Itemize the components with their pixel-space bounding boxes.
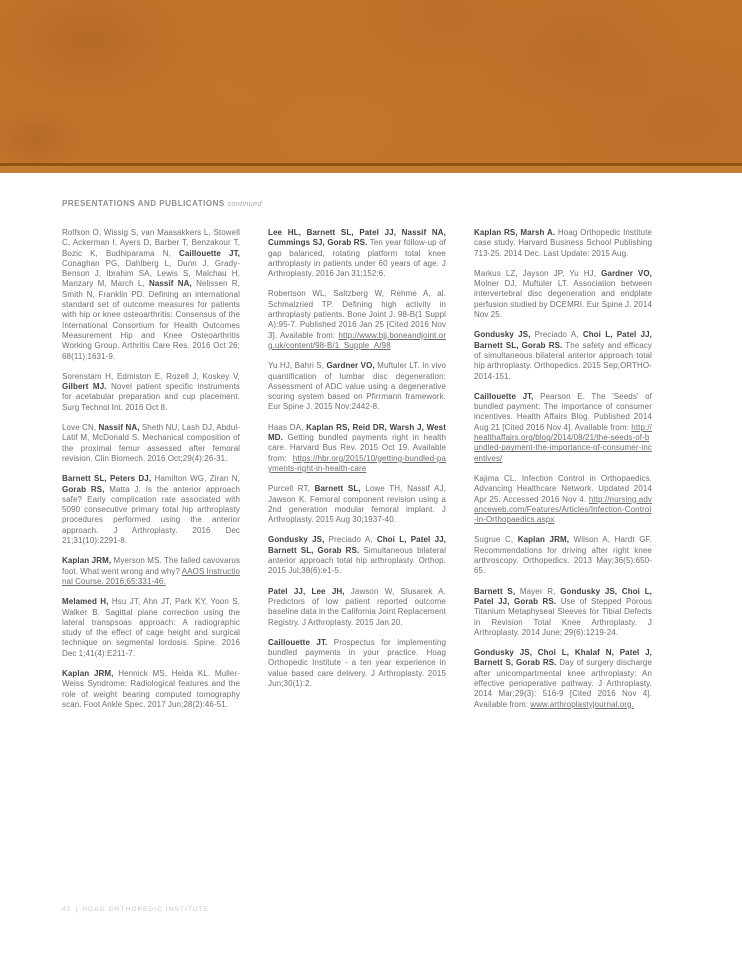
citation-text: Hennick MS, Heida KL. Muller-Weiss Syndrome: Radiological features and the role of weight bearing computed tomography scan. Foot Ankle Spec. 2017 Jun;28(2):46-51.	[62, 668, 240, 709]
citation	[62, 474, 240, 546]
citation-link[interactable]: http://nursing.advanceweb.com/Features/Articles/Infection-Control-in-Orthopaedics.aspx	[474, 494, 652, 525]
banner-accent-strip	[0, 166, 742, 173]
citation	[268, 587, 446, 628]
citation-text: Use of Stepped Porous Titanium Metaphyseal Sleeves for Tibial Defects in Revision Total Knee Arthroplasty. J Arthroplasty. 2014 June; 29(6):1219-24.	[474, 596, 652, 637]
citation-author-bold: Lee HL, Barnett SL, Patel JJ, Nassif NA, Cummings SJ, Gorab RS.	[268, 228, 446, 248]
citation-text: Nelissen R, Smith N, Franklin PD. Defining an international standard set of outcome measures for patients with hip or knee osteoarthritis: Consensus of the International Consortium for Health Outcomes Measurement Hip and Knee Osteoarthritis Working Group. Arthritis Care Res. 2016 Oct 26; 68(11):1631-9.	[62, 279, 240, 361]
citation-author-bold: Kaplan JRM,	[62, 668, 114, 678]
citation	[474, 392, 652, 464]
citation-text: Conaghan PG, Dahlberg L, Dunn J, Grady-Benson J, Ibrahim SA, Lewis S, Malchau H, Manzary M, March L,	[62, 258, 240, 289]
citation-author-bold: Caillouette JT,	[474, 391, 534, 401]
citation-text: Molner DJ, Muftuler LT. Association between intervertebral disc degeneration and endplate perfusion studied by DCEMRI. Eur Spine J. 2014 Nov 25.	[474, 279, 652, 320]
footer-separator: |	[75, 906, 79, 913]
citation	[474, 228, 652, 259]
citation-author-bold: Barnett SL,	[314, 484, 361, 494]
citation	[268, 535, 446, 576]
citations-column-2	[268, 228, 446, 699]
citation-text: Love CN,	[62, 423, 99, 433]
citation-author-bold: Melamed H,	[62, 597, 109, 607]
citation-author-bold: Kaplan RS, Marsh A.	[474, 228, 556, 237]
banner-photo	[0, 0, 742, 163]
citation-text: Hsu JT, Ahn JT, Park KY, Yoon S, Walker B. Sagittal plane correction using the lateral transpsoas approach: A radiographic study of the effect of cage height and surgical technique on segmental lordosis. Spine. 2016 Dec 1;41(4):E211-7.	[62, 597, 240, 658]
citation	[62, 372, 240, 413]
citation-author-bold: Nassif NA,	[148, 279, 192, 289]
citation-author-bold: Patel JJ, Lee JH,	[268, 586, 345, 596]
citation-link[interactable]: http://www.bjj.boneandjoint.org.uk/content/98-B/1_Supple_A/98	[268, 330, 446, 350]
citation-author-bold: Gardner VO,	[601, 268, 652, 278]
citation	[474, 330, 652, 381]
citation-text: Preciado A,	[324, 535, 377, 545]
citation-author-bold: Barnett SL, Peters DJ,	[62, 474, 152, 484]
citation	[474, 587, 652, 638]
citation-author-bold: Barnett S,	[474, 586, 516, 596]
citation	[62, 423, 240, 464]
citation-text: Getting bundled payments right in health care. Harvard Bus Rev. 2015 Oct 19. Available from:	[268, 433, 446, 463]
citation-text: Sorenstam H, Edmiston E, Rozell J, Koskey V,	[62, 371, 240, 381]
citation	[268, 289, 446, 351]
section-heading-title: PRESENTATIONS AND PUBLICATIONS	[62, 199, 225, 208]
page-number: 42	[62, 906, 72, 913]
citation-text: Ten year follow-up of gap balanced, rotating platform total knee arthroplasty in patients under 60 years of age. J Arthroplasty. 2016 Jan 31;152:6.	[268, 238, 446, 279]
citation-author-bold: Gorab RS,	[62, 484, 105, 494]
citation-text: Myerson MS. The failed cavovarus foot. What went wrong and why?	[62, 556, 240, 576]
citation-columns	[62, 228, 652, 720]
citation	[62, 669, 240, 710]
citation-text: Sheth NU, Lash DJ, Abdul-Latif M, McDonald S. Mechanical composition of the proximal femur assessed after femoral revision. Clin Biomech. 2016 Oct;29(4):26-31.	[62, 423, 241, 463]
citation-text: Robertson WL, Saltzberg W, Rehme A, al. Schmalzried TP. Defining high activity in arthroplasty patients. Bone Joint J. 98-B(1 Suppl A):95-7. Published 2016 Jan 25 [Cited 2016 Nov 3]. Available from:	[268, 289, 446, 340]
footer-org-name: HOAG ORTHOPEDIC INSTITUTE	[82, 906, 210, 913]
citation-link[interactable]: http://healthaffairs.org/blog/2014/08/21/the-seeds-of-bundled-payment-the-importance-of-consumer-incentives/	[474, 422, 652, 463]
citation-text: Jawson W, Slusarek A. Predictors of low patient reported outcome baseline data in the California Joint Replacement Registry. J Arthroplasty. 2015 Jan 20.	[268, 586, 446, 627]
citation-text: Prospectus for implementing bundled payments in your practice. Hoag Orthopedic Institute - a ten year experience in value based care delivery. J Arthroplasty. 2015 Jun;30(1):2.	[268, 637, 446, 688]
citation-author-bold: Kaplan RS, Reid DR, Warsh J, West MD.	[268, 422, 446, 443]
citation-link[interactable]: www.arthroplastyjournal.org.	[530, 699, 634, 709]
citation	[268, 361, 446, 412]
citation	[474, 269, 652, 320]
citation-author-bold: Caillouette JT,	[178, 248, 240, 258]
citation-text: The safety and efficacy of simultaneous bilateral anterior approach total hip arthroplasty. Orthopedics. 2015 Sep;ORTHO-2014-151.	[474, 340, 652, 381]
citation-text: Novel patient specific instruments for acetabular preparation and cup placement. Surg Technol Int. 2016 Oct 8.	[62, 382, 240, 412]
citations-column-3	[474, 228, 652, 720]
citation-text: Sugrue C,	[474, 535, 518, 545]
page-content	[0, 173, 742, 720]
citation-text: Preciado A,	[530, 330, 583, 340]
citation-text: Purcell RT,	[268, 484, 315, 494]
citation-text: Matta J. Is the anterior approach safe? Early complication rate associated with 5090 consecutive primary total hip arthroplasty procedures performed using the anterior approach. J Arthroplasty. 2016 Dec 21;31(10):2291-8.	[62, 484, 240, 546]
citation-author-bold: Gilbert MJ.	[62, 382, 107, 392]
citation	[268, 228, 446, 279]
citation-text: Mayer R,	[515, 586, 561, 596]
citation	[62, 228, 240, 362]
citation-author-bold: Gondusky JS, Choi L, Patel JJ, Gorab RS.	[474, 586, 653, 606]
page-footer	[62, 906, 209, 913]
citation	[474, 474, 652, 525]
section-heading	[62, 199, 742, 208]
citation-text: Yu HJ, Bahri S,	[268, 361, 327, 371]
citation-text: Muftuler LT. In vivo quantification of lumbar disc degeneration: Assessment of ADC value using a degenerative scoring system based on Pfirrmann framework. Eur Spine J. 2015 Nov;2442-8.	[268, 361, 446, 412]
citation	[268, 484, 446, 525]
citation-author-bold: Kaplan JRM,	[62, 556, 112, 566]
citation-text: Simultaneous bilateral anterior approach total hip arthroplasty. Orthop. 2015 Jul;38(6):e1-5.	[268, 545, 446, 576]
citation-text: Haas DA,	[268, 422, 307, 432]
citation-author-bold: Caillouette JT.	[268, 637, 328, 647]
citation-text: Hamilton WG, Ziran N,	[151, 474, 240, 484]
citation-author-bold: Kaplan JRM,	[517, 535, 570, 545]
citation-author-bold: Gondusky JS,	[268, 535, 325, 545]
citation	[474, 648, 652, 710]
citation-author-bold: Choi L, Patel JJ, Barnett SL, Gorab RS.	[268, 535, 446, 555]
citation-author-bold: Gardner VO,	[326, 361, 375, 371]
citation-text: Markus LZ, Jayson JP, Yu HJ,	[474, 268, 602, 278]
citation-text: Hoag Orthopedic Institute case study. Harvard Business School Publishing 713-25. 2014 Dec. Last Update: 2015 Aug.	[474, 228, 652, 258]
citation	[474, 535, 652, 576]
citations-column-1	[62, 228, 240, 720]
citation	[268, 423, 446, 474]
citation-text: Day of surgery discharge after unicompartmental knee arthroplasty: An effective perioperative pathway. J Arthroplasty. 2014 Mar;29(3): 516-9 [Cited 2016 Nov 4]. Available from:	[474, 658, 653, 709]
citation-text: Rolfson O, Wissig S, van Maasakkers L, Stowell C, Ackerman I, Ayers D, Barber T, Benzakour T, Bozic K, Budhiparama N,	[62, 228, 240, 258]
citation-text: Wilson A, Hardt GF. Recommendations for driving after right knee arthroscopy. Orthopedics. 2013 May;36(5):650-65.	[474, 535, 652, 576]
citation	[268, 638, 446, 689]
citation-text: Lowe TH, Nassif AJ, Jawson K. Femoral component revision using a 2nd generation modular femoral implant. J Arthroplasty. 2015 Aug 30;1937-40.	[268, 484, 447, 525]
citation-author-bold: Gondusky JS,	[474, 330, 531, 340]
citation	[62, 556, 240, 587]
section-heading-continued: continued	[227, 199, 262, 208]
citation-author-bold: Choi L, Patel JJ, Barnett SL, Gorab RS.	[474, 330, 652, 350]
citation-author-bold: Gondusky JS, Choi L, Khalaf N, Patel J, Barnett S, Gorab RS.	[474, 648, 652, 668]
citation	[62, 597, 240, 659]
citation-link[interactable]: AAOS Instructional Course. 2016;65:331-46.	[62, 566, 240, 586]
citation-text: Kajima CL. Infection Control in Orthopaedics. Advancing Healthcare Network. Updated 2014 Apr 25. Accessed 2016 Nov 4.	[474, 473, 652, 504]
citation-text: Pearson E. The 'Seeds' of bundled payment: The importance of consumer incentives. Health Affairs Blog. Published 2014 Aug 21 [Cited 2016 Nov 4]. Available from:	[474, 391, 652, 432]
citation-link[interactable]: https://hbr.org/2015/10/getting-bundled-payments-right-in-health-care	[268, 453, 446, 473]
citation-author-bold: Nassif NA,	[98, 423, 140, 433]
